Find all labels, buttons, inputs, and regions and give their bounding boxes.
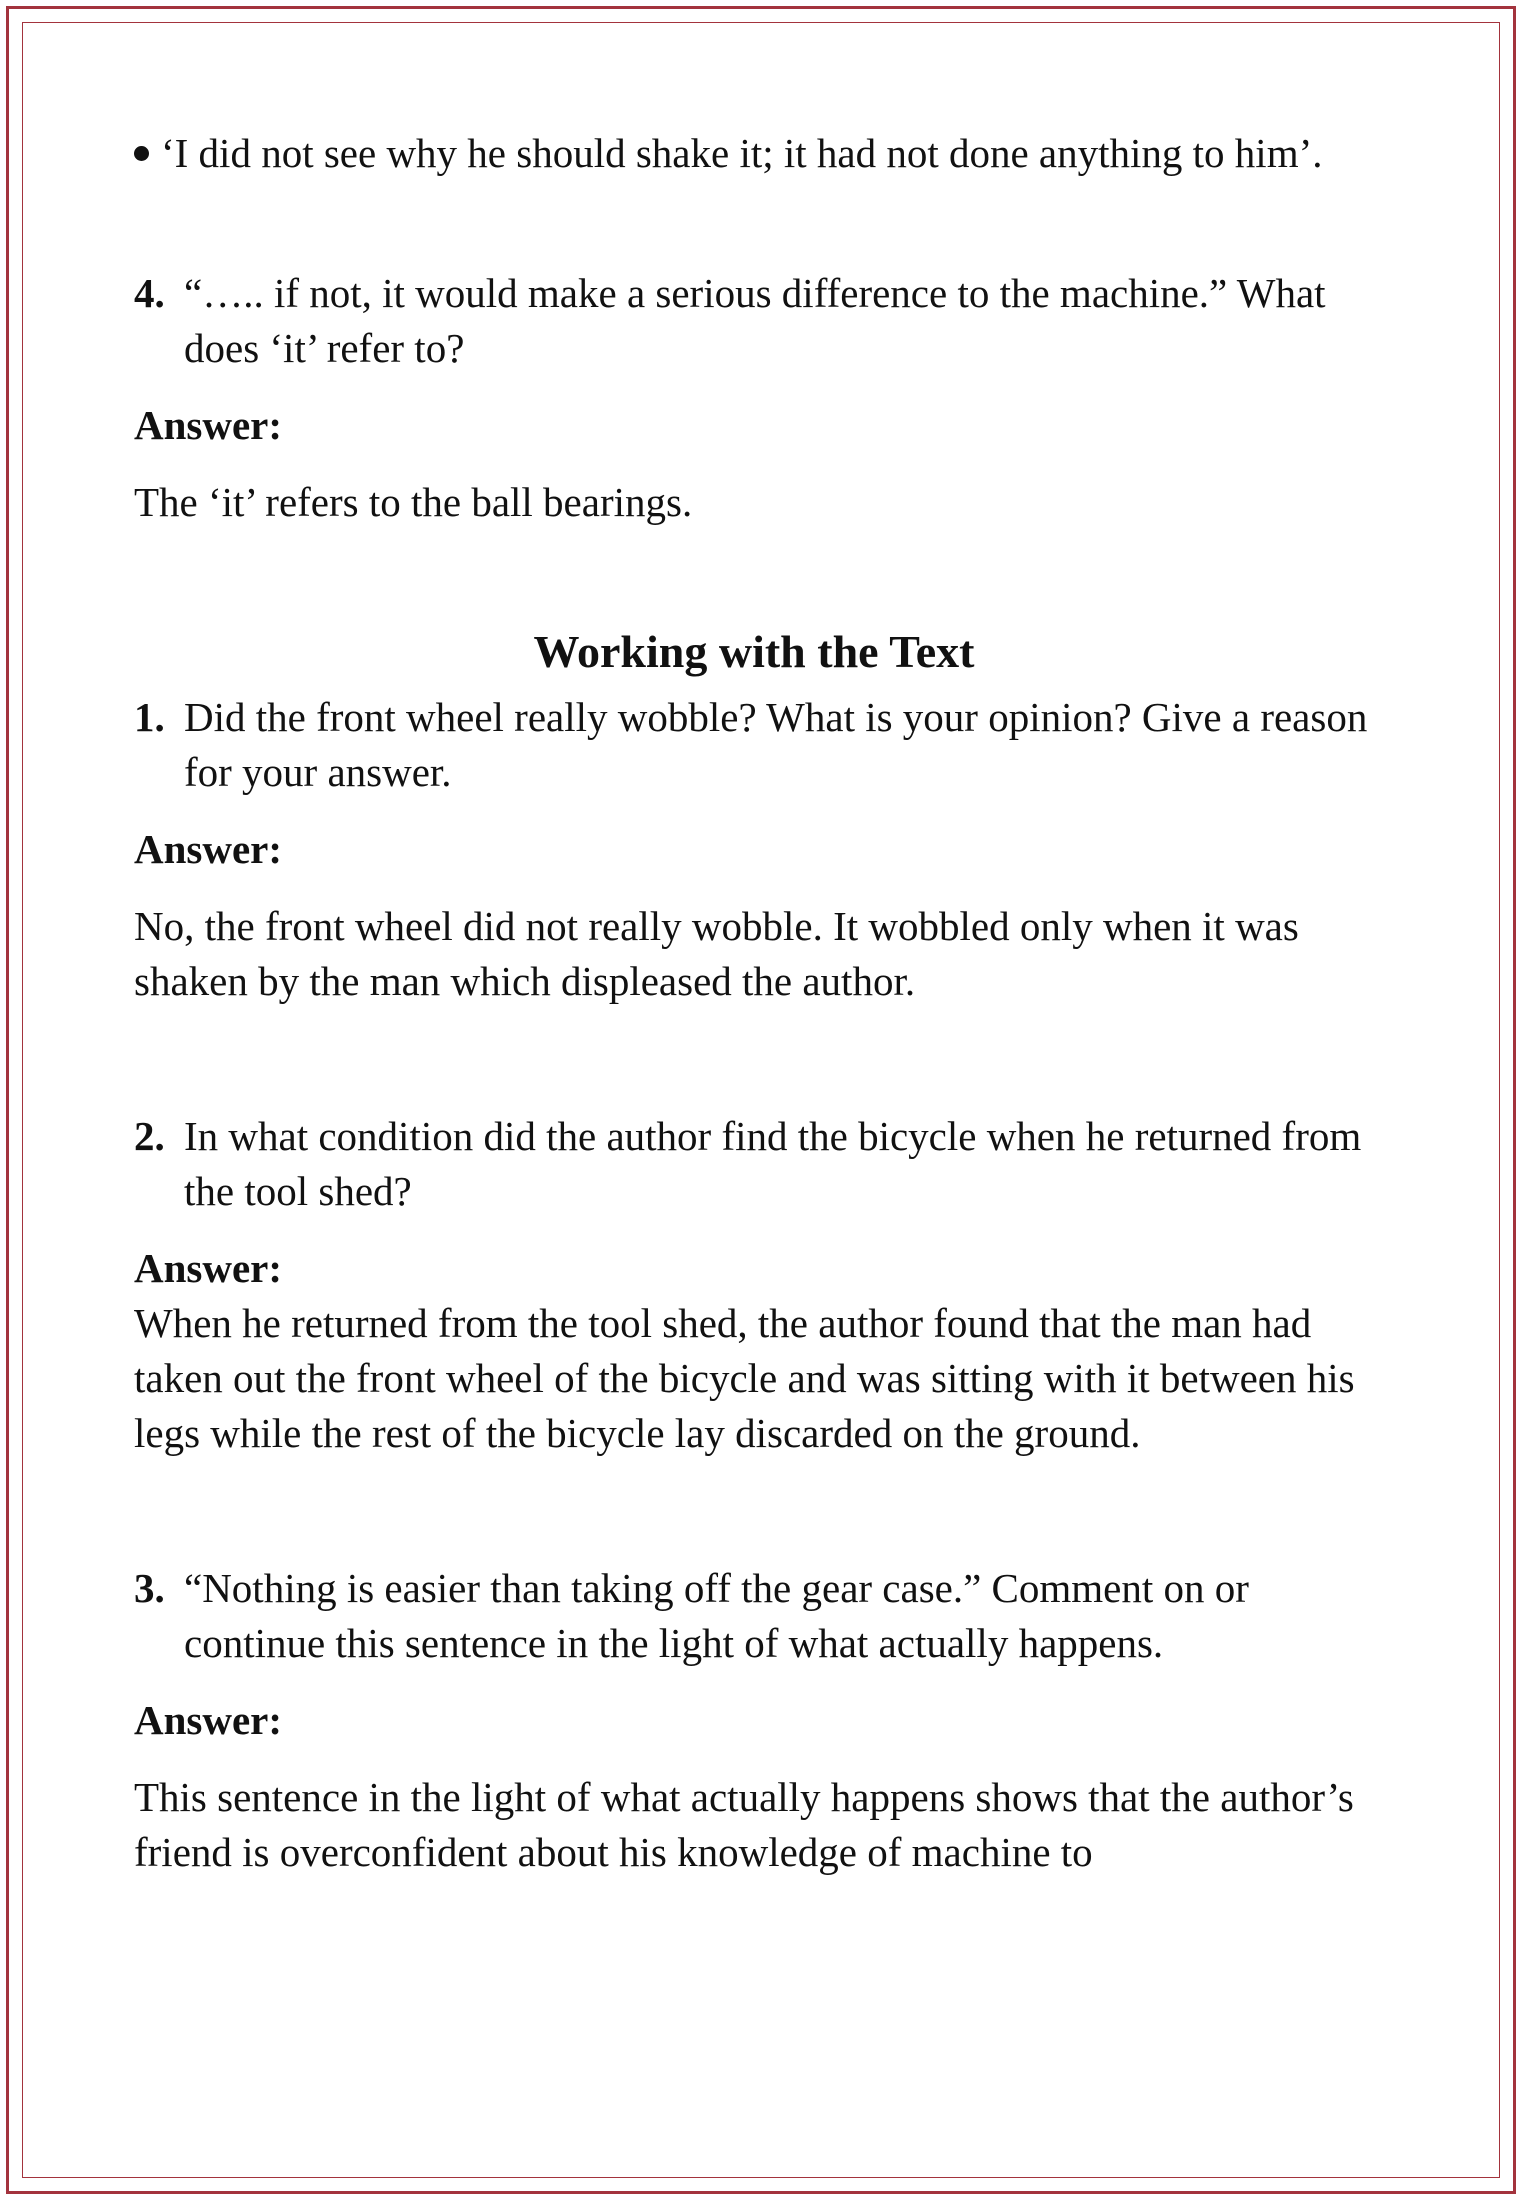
answer-text: No, the front wheel did not really wobble. It wobbled only when it was shaken by the man which displeased the author. (134, 903, 1299, 1004)
question-text: “….. if not, it would make a serious difference to the machine.” What does ‘it’ refer to? (184, 270, 1326, 371)
question-number: 3. (134, 1565, 165, 1611)
answer-label: Answer: (134, 826, 283, 872)
answer-label: Answer: (134, 1697, 283, 1743)
question-2 (134, 1109, 1374, 1219)
question-text: In what condition did the author find the bicycle when he returned from the tool shed? (184, 1113, 1362, 1214)
bullet-dot-icon (134, 146, 149, 161)
question-3 (134, 1561, 1374, 1671)
page-content (134, 126, 1374, 1880)
spacer (134, 1009, 1374, 1109)
bullet-item-text: ‘I did not see why he should shake it; it had not done anything to him’. (161, 130, 1323, 176)
section-title: Working with the Text (533, 626, 975, 677)
question-text: “Nothing is easier than taking off the gear case.” Comment on or continue this sentence in the light of what actually happens. (184, 1565, 1249, 1666)
question-text: Did the front wheel really wobble? What is your opinion? Give a reason for your answer. (184, 694, 1368, 795)
spacer (134, 1461, 1374, 1561)
question-4-prev (134, 266, 1374, 376)
question-number: 4. (134, 270, 165, 316)
answer-text: The ‘it’ refers to the ball bearings. (134, 479, 693, 525)
question-number: 1. (134, 694, 165, 740)
bullet-item (134, 126, 1374, 181)
answer-text: When he returned from the tool shed, the author found that the man had taken out the front wheel of the bicycle and was sitting with it between his legs while the rest of the bicycle lay discarded on the ground. (134, 1300, 1355, 1456)
answer-label: Answer: (134, 1245, 283, 1291)
answer-label: Answer: (134, 402, 283, 448)
question-1 (134, 690, 1374, 800)
answer-text: This sentence in the light of what actually happens shows that the author’s friend is overconfident about his knowledge of machine to (134, 1774, 1354, 1875)
question-number: 2. (134, 1113, 165, 1159)
